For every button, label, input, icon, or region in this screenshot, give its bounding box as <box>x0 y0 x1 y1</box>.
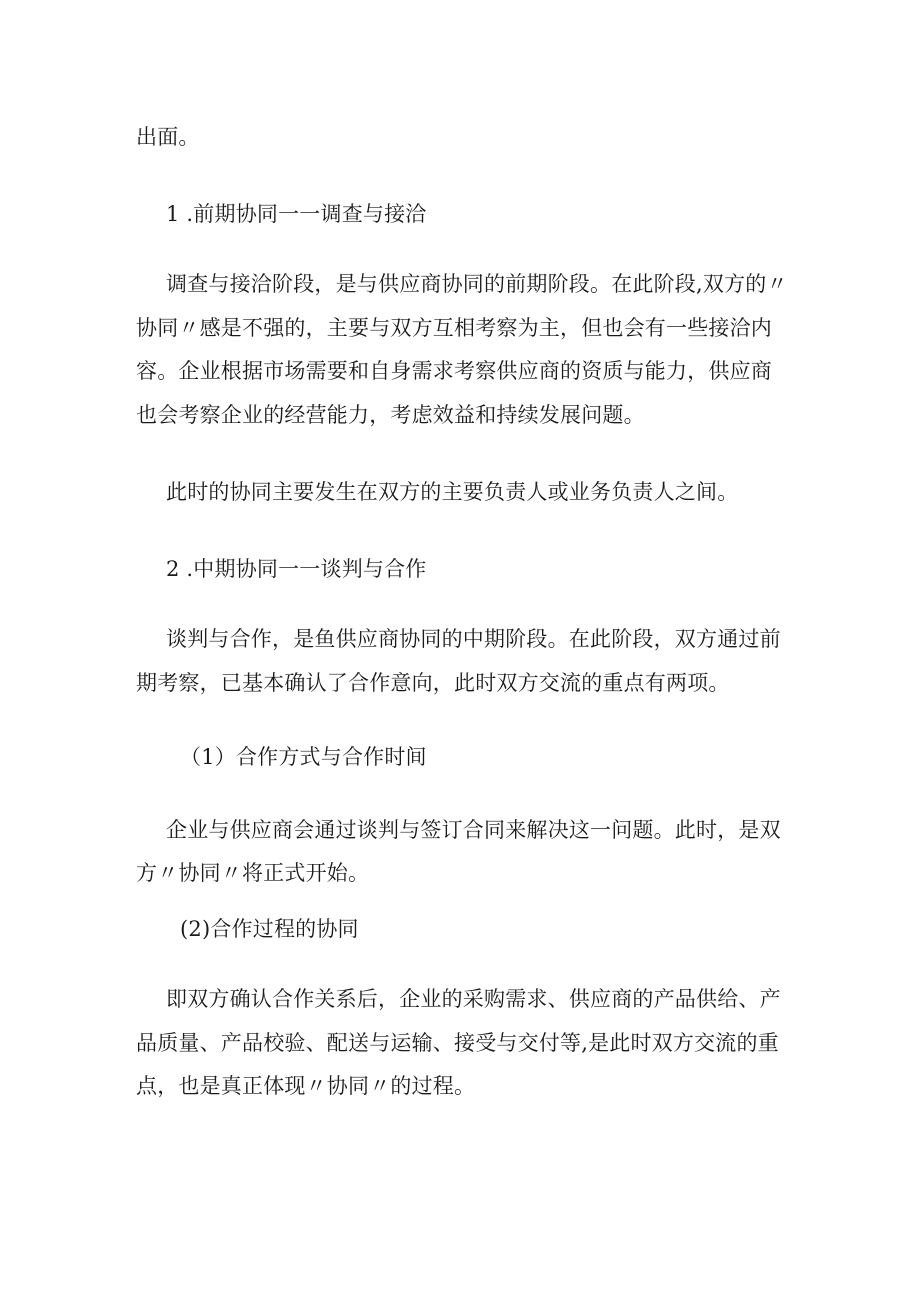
section-heading-2: 2 .中期协同一一谈判与合作 <box>166 557 427 581</box>
subsection-heading-2: (2)合作过程的协同 <box>180 917 359 941</box>
subsection-heading-1: （1）合作方式与合作时间 <box>180 745 427 769</box>
paragraph-line: 方〃协同〃将正式开始。 <box>136 861 370 885</box>
paragraph-line: 协同〃感是不强的，主要与双方互相考察为主，但也会有一些接洽内 <box>136 316 772 340</box>
text-line-continuation: 出面。 <box>136 125 200 149</box>
paragraph-line: 此时的协同主要发生在双方的主要负责人或业务负责人之间。 <box>166 480 739 504</box>
paragraph-line: 也会考察企业的经营能力，考虑效益和持续发展问题。 <box>136 403 645 427</box>
paragraph-line: 容。企业根据市场需要和自身需求考察供应商的资质与能力，供应商 <box>136 359 772 383</box>
section-heading-1: 1 .前期协同一一调查与接洽 <box>166 202 427 226</box>
paragraph-line: 期考察，已基本确认了合作意向，此时双方交流的重点有两项。 <box>136 671 730 695</box>
paragraph-line: 调查与接洽阶段，是与供应商协同的前期阶段。在此阶段,双方的〃 <box>166 272 788 296</box>
paragraph-line: 谈判与合作，是鱼供应商协同的中期阶段。在此阶段，双方通过前 <box>166 627 781 651</box>
paragraph-line: 企业与供应商会通过谈判与签订合同来解决这一问题。此时，是双 <box>166 818 781 842</box>
paragraph-line: 点，也是真正体现〃协同〃的过程。 <box>136 1074 476 1098</box>
paragraph-line: 品质量、产品校验、配送与运输、接受与交付等,是此时双方交流的重 <box>136 1031 779 1055</box>
paragraph-line: 即双方确认合作关系后，企业的采购需求、供应商的产品供给、产 <box>166 987 781 1011</box>
